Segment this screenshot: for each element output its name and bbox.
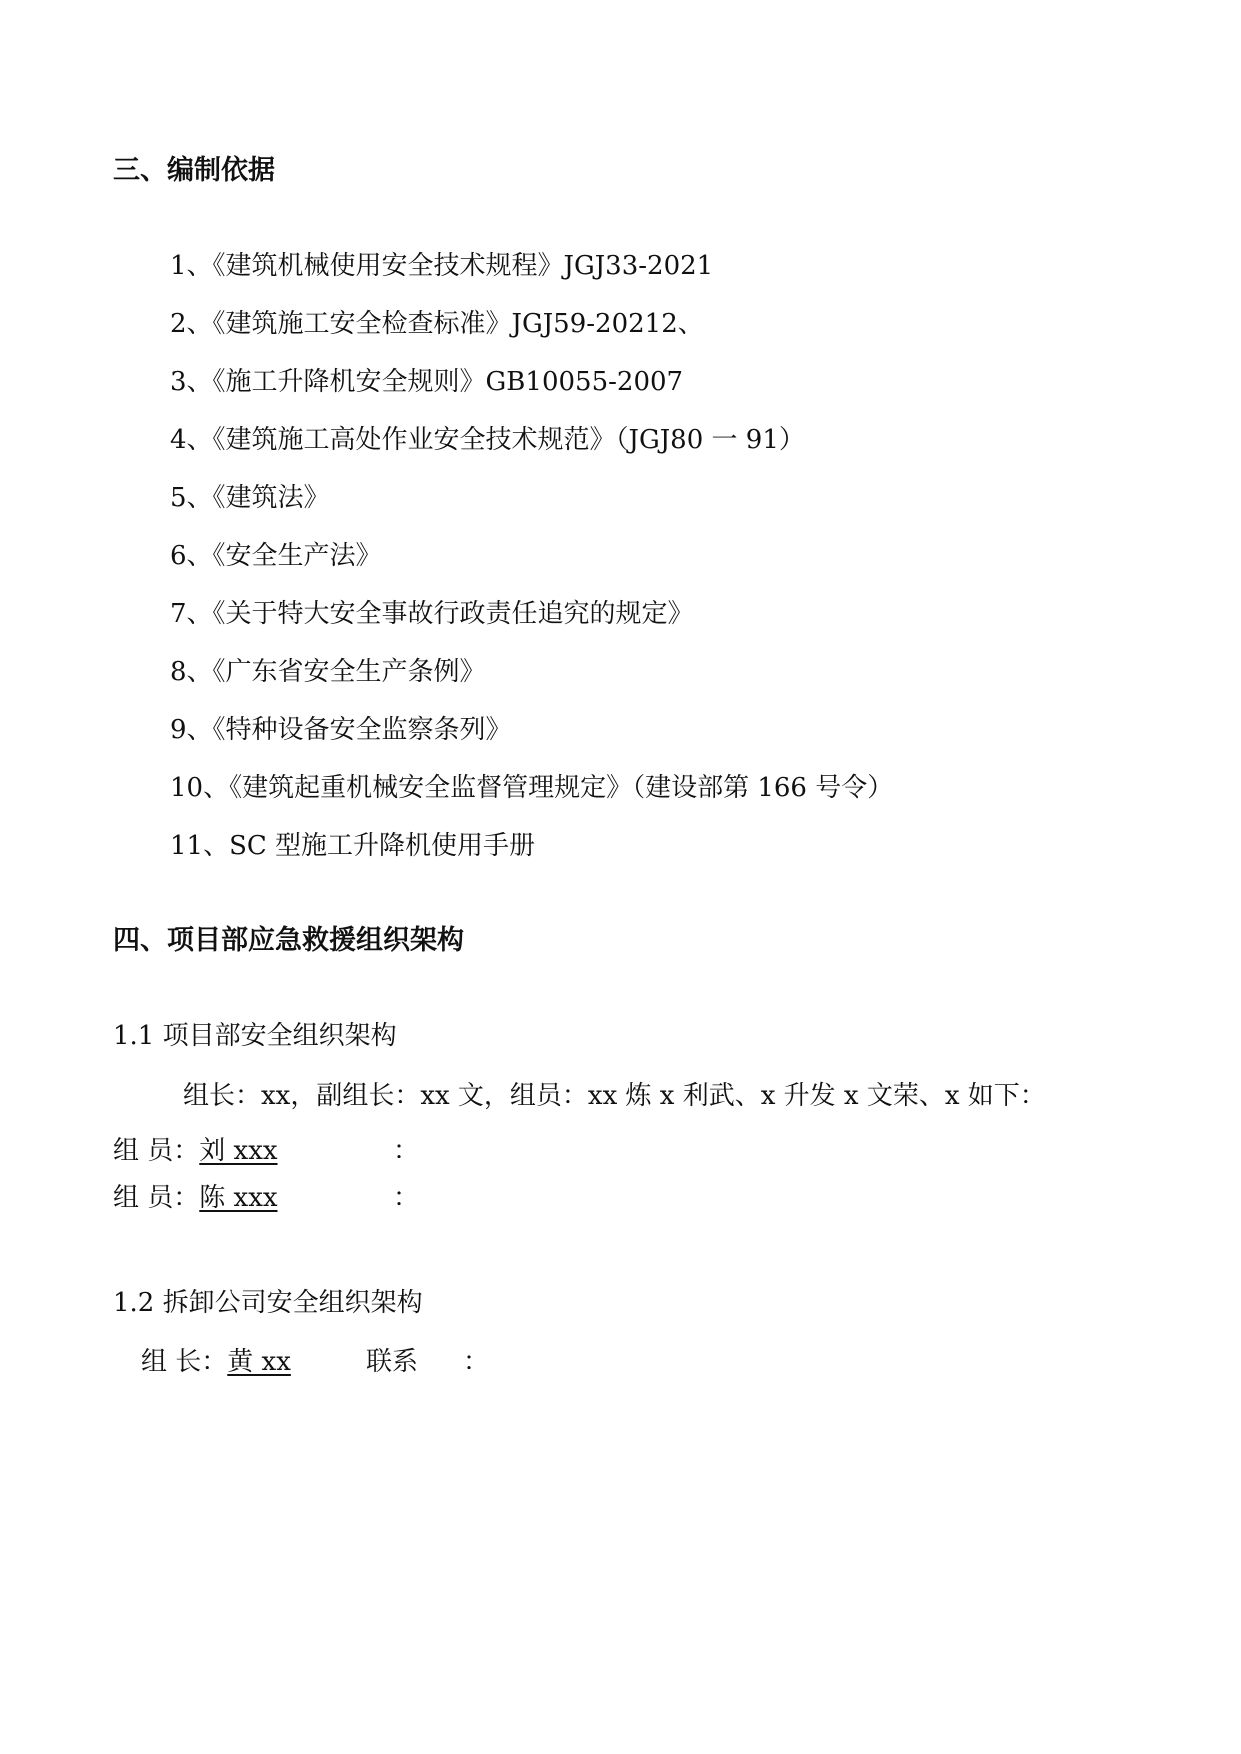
leader-row [141, 1345, 291, 1379]
member-name: 刘 xxx [199, 1136, 278, 1166]
leader-label: 组 长： [141, 1347, 228, 1377]
team-summary: 组长：xx，副组长：xx 文，组员：xx 炼 x 利武、x 升发 x 文荣、x 如下： [183, 1081, 1046, 1111]
contact-colon: ： [463, 1347, 490, 1377]
section-4-heading: 四、项目部应急救援组织架构 [113, 925, 464, 956]
member-label: 组 员： [113, 1183, 200, 1213]
list-item: 1、《建筑机械使用安全技术规程》JGJ33-2021 [170, 251, 714, 281]
list-item: 6、《安全生产法》 [170, 541, 382, 571]
leader-name: 黄 xx [227, 1347, 291, 1377]
member-name: 陈 xxx [199, 1183, 278, 1213]
member-colon: ： [393, 1183, 420, 1213]
list-item: 5、《建筑法》 [170, 483, 330, 513]
member-colon: ： [393, 1136, 420, 1166]
member-row [113, 1181, 278, 1215]
list-item: 11、SC 型施工升降机使用手册 [170, 831, 536, 861]
list-item: 2、《建筑施工安全检查标准》JGJ59-20212、 [170, 309, 704, 339]
section-3-heading: 三、编制依据 [113, 155, 275, 186]
list-item: 3、《施工升降机安全规则》GB10055-2007 [170, 367, 684, 397]
member-row [113, 1134, 278, 1168]
subsection-1-1-title: 1.1 项目部安全组织架构 [113, 1021, 397, 1051]
member-label: 组 员： [113, 1136, 200, 1166]
list-item: 10、《建筑起重机械安全监督管理规定》（建设部第 166 号令） [170, 773, 894, 803]
list-item: 9、《特种设备安全监察条列》 [170, 715, 512, 745]
subsection-1-2-title: 1.2 拆卸公司安全组织架构 [113, 1288, 423, 1318]
contact-label: 联系 [366, 1347, 419, 1377]
list-item: 7、《关于特大安全事故行政责任追究的规定》 [170, 599, 694, 629]
list-item: 4、《建筑施工高处作业安全技术规范》（JGJ80 一 91） [170, 425, 805, 455]
list-item: 8、《广东省安全生产条例》 [170, 657, 486, 687]
